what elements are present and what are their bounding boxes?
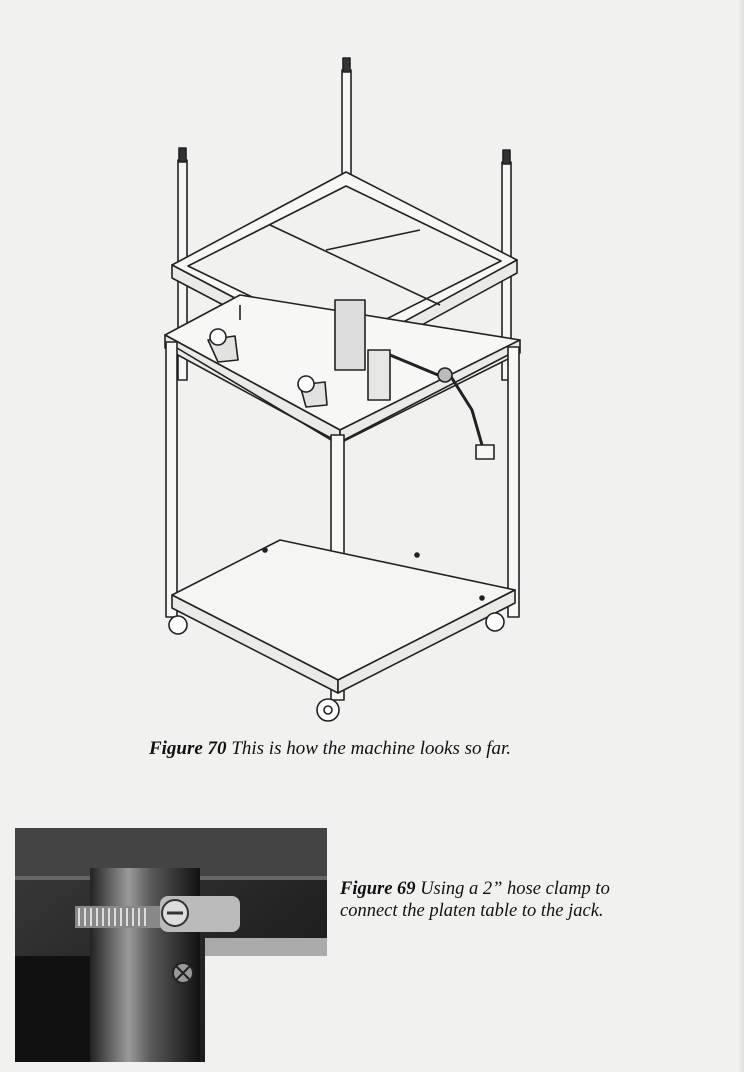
bottom-shelf	[172, 540, 515, 693]
figure-70-text: This is how the machine looks so far.	[231, 738, 512, 759]
figure-70-number: Figure 70	[148, 738, 227, 759]
figure-69-text-2: connect the platen table to the jack.	[340, 901, 604, 921]
scan-edge-shadow	[738, 0, 744, 1072]
figure-70-caption	[0, 738, 660, 760]
figure-69-caption	[340, 878, 660, 922]
figure-69-number: Figure 69	[340, 879, 416, 899]
machine-frame-drawing	[120, 50, 540, 730]
figure-69-line-1	[340, 878, 660, 900]
figure-69-text-1: Using a 2” hose clamp to	[420, 879, 610, 899]
hose-clamp-photo	[15, 828, 327, 1062]
